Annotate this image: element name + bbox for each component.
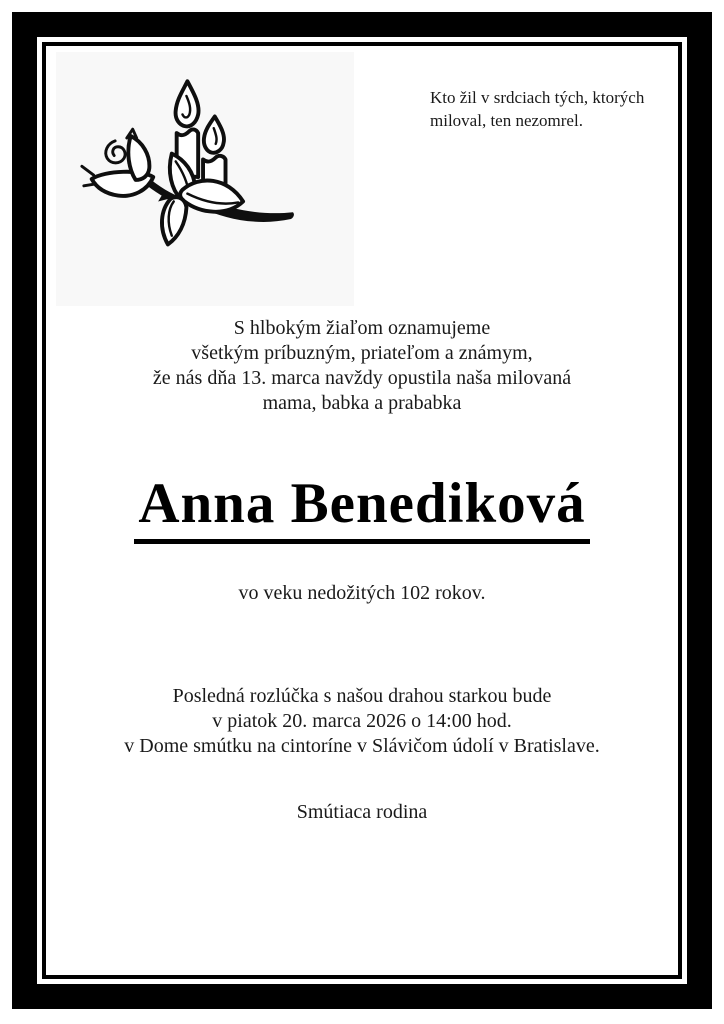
family-signature: Smútiaca rodina — [296, 801, 428, 823]
farewell-line: v piatok 20. marca 2026 o 14:00 hod. — [212, 710, 512, 732]
announcement-line: že nás dňa 13. marca navždy opustila naša milovaná — [152, 367, 572, 389]
announcement-line: mama, babka a prababka — [262, 392, 462, 414]
farewell-line: Posledná rozlúčka s našou drahou starkou bude — [172, 685, 552, 707]
quote-line: miloval, ten nezomrel. — [430, 111, 583, 130]
announcement-text — [0, 316, 724, 416]
announcement-line: všetkým príbuzným, priateľom a známym, — [191, 342, 533, 364]
deceased-name: Anna Benediková — [134, 474, 589, 544]
farewell-line: v Dome smútku na cintoríne v Slávičom údolí v Bratislave. — [124, 735, 600, 757]
memorial-quote — [430, 86, 670, 132]
rose-and-candles-illustration — [56, 52, 354, 306]
age-line: vo veku nedožitých 102 rokov. — [238, 582, 486, 604]
rose-and-candles-icon — [56, 52, 354, 306]
quote-line: Kto žil v srdciach tých, ktorých — [430, 88, 645, 107]
deceased-name-wrap — [0, 474, 724, 544]
announcement-line: S hlbokým žiaľom oznamujeme — [233, 317, 491, 339]
farewell-text — [0, 684, 724, 759]
